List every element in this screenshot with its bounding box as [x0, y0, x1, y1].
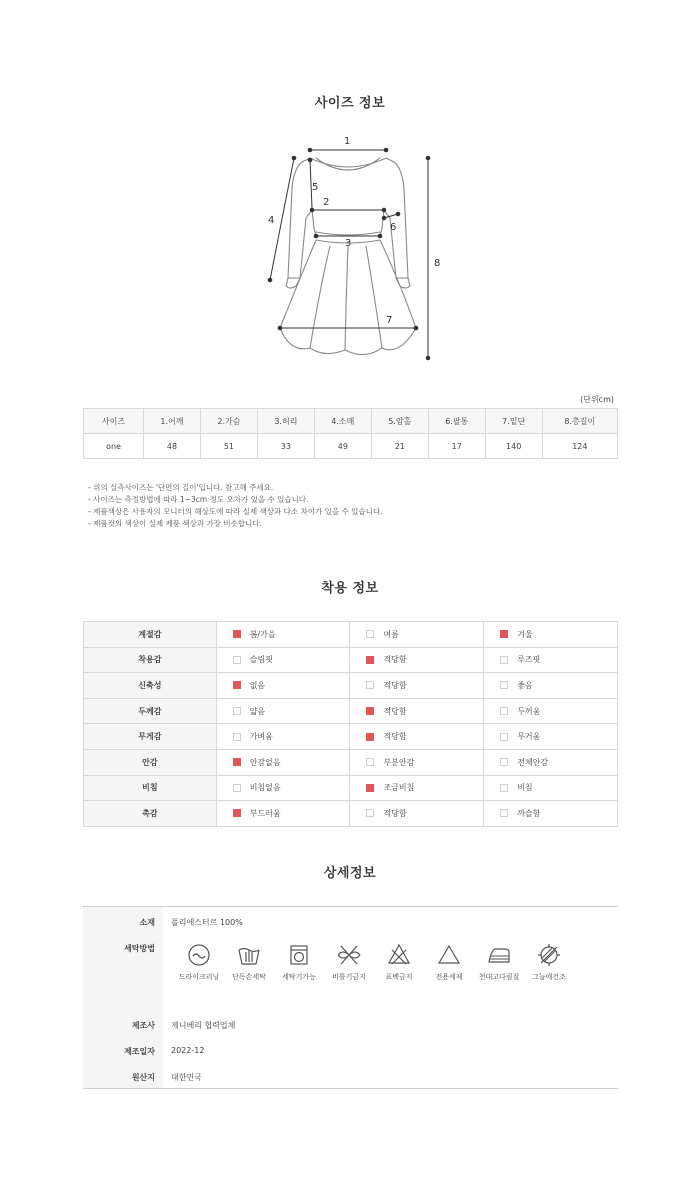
- origin-value: 대한민국: [171, 1073, 202, 1082]
- unchecked-box-icon: [500, 681, 508, 689]
- fit-option: [216, 801, 350, 827]
- hand-wash-icon: [236, 942, 262, 968]
- size-cell: 49: [314, 434, 371, 459]
- fit-option: [216, 673, 350, 699]
- detail-table: [83, 906, 618, 1089]
- size-table-row: [84, 434, 618, 459]
- wash-item-label: 비틀기금지: [332, 973, 366, 981]
- fit-option: [350, 698, 484, 724]
- size-note: - 사이즈는 측정방법에 따라 1~3cm 정도 오차가 있을 수 있습니다.: [88, 495, 309, 504]
- checked-box-icon: [233, 809, 241, 817]
- fit-option-label: 두꺼움: [517, 706, 541, 716]
- checked-box-icon: [233, 630, 241, 638]
- diagram-label-2: 2: [323, 197, 330, 208]
- unchecked-box-icon: [366, 809, 374, 817]
- fit-info-title: 착용 정보: [321, 581, 379, 596]
- unchecked-box-icon: [233, 733, 241, 741]
- fit-option: [350, 673, 484, 699]
- fit-row-label: 촉감: [84, 801, 217, 827]
- fit-row-label: 신축성: [84, 673, 217, 699]
- unchecked-box-icon: [233, 707, 241, 715]
- material-value: 폴리에스터르 100%: [171, 918, 243, 927]
- wash-item-label: 단독손세탁: [232, 973, 266, 981]
- checked-box-icon: [366, 733, 374, 741]
- fit-option: [216, 749, 350, 775]
- unchecked-box-icon: [233, 656, 241, 664]
- maker-label: 제조사: [131, 1021, 155, 1030]
- fit-option: [216, 724, 350, 750]
- fit-option-label: 여름: [383, 629, 399, 639]
- maker-value: 제니베리 협력업체: [171, 1021, 236, 1030]
- fit-option: [484, 622, 618, 648]
- fit-row: [84, 801, 618, 827]
- unit-label: (단위cm): [580, 395, 614, 404]
- fit-row: [84, 724, 618, 750]
- wash-item-label: 전용세제: [435, 973, 463, 981]
- size-cell: 124: [542, 434, 617, 459]
- diagram-label-4: 4: [268, 215, 275, 226]
- fit-option: [350, 724, 484, 750]
- date-value: 2022-12: [171, 1046, 205, 1055]
- size-note: - 제품색상은 사용자의 모니터의 해상도에 따라 실제 색상과 다소 차이가 있을 수 있습니다.: [88, 507, 383, 516]
- fit-option-label: 부분안감: [383, 757, 415, 767]
- no-bleach-icon: [386, 942, 412, 968]
- diagram-label-6: 6: [390, 222, 397, 233]
- unchecked-box-icon: [500, 733, 508, 741]
- size-cell: 140: [485, 434, 542, 459]
- size-header-cell: 6.팔통: [428, 409, 485, 434]
- size-table-header-row: [84, 409, 618, 434]
- fit-option: [484, 724, 618, 750]
- wash-item-label: 세탁기가능: [282, 973, 316, 981]
- wash-item: [371, 942, 427, 982]
- checked-box-icon: [366, 656, 374, 664]
- size-note: - 제품컷의 색상이 실제 제품 색상과 가장 비슷합니다.: [88, 519, 262, 528]
- size-info-title: 사이즈 정보: [314, 96, 386, 111]
- fit-row: [84, 622, 618, 648]
- fit-option-label: 무거움: [517, 732, 541, 742]
- diagram-label-7: 7: [386, 315, 393, 326]
- wash-item-label: 드라이크리닝: [178, 973, 220, 981]
- size-header-cell: 1.어깨: [144, 409, 201, 434]
- fit-option-label: 적당함: [383, 808, 407, 818]
- size-header-cell: 4.소매: [314, 409, 371, 434]
- fit-option-label: 얇음: [249, 706, 266, 716]
- fit-row: [84, 749, 618, 775]
- unchecked-box-icon: [500, 784, 508, 792]
- no-wring-icon: [336, 942, 362, 968]
- size-header-cell: 2.가슴: [200, 409, 257, 434]
- wash-item: [171, 942, 227, 982]
- wash-item: [271, 942, 327, 982]
- unchecked-box-icon: [500, 809, 508, 817]
- fit-option-label: 비침없음: [249, 783, 281, 793]
- fit-option-label: 까슬함: [517, 808, 541, 818]
- size-cell: 51: [200, 434, 257, 459]
- fit-option-label: 겨울: [517, 629, 533, 639]
- fit-option: [484, 647, 618, 673]
- size-header-cell: 사이즈: [84, 409, 144, 434]
- fit-row-label: 안감: [84, 749, 217, 775]
- size-header-cell: 8.총길이: [542, 409, 617, 434]
- checked-box-icon: [366, 784, 374, 792]
- fit-option-label: 적당함: [383, 706, 407, 716]
- wash-item: [421, 942, 477, 982]
- checked-box-icon: [500, 630, 508, 638]
- fit-option-label: 적당함: [383, 680, 407, 690]
- detail-info-title: 상세정보: [323, 866, 377, 881]
- fit-row: [84, 647, 618, 673]
- fit-row-label: 계절감: [84, 622, 217, 648]
- wash-item: [221, 942, 277, 982]
- fit-option-label: 비침: [517, 783, 533, 793]
- unchecked-box-icon: [500, 707, 508, 715]
- size-notes: [88, 482, 383, 530]
- size-cell: one: [84, 434, 144, 459]
- wash-item-label: 천대고다림질: [478, 973, 520, 981]
- fit-option: [484, 749, 618, 775]
- size-header-cell: 7.밑단: [485, 409, 542, 434]
- fit-option-label: 봄/가을: [249, 629, 276, 639]
- fit-option-label: 조금비침: [383, 783, 415, 793]
- fit-row-label: 비침: [84, 775, 217, 801]
- dress-measurement-diagram: [250, 128, 450, 368]
- origin-label: 원산지: [131, 1073, 155, 1082]
- unchecked-box-icon: [233, 784, 241, 792]
- fit-option-label: 슬림핏: [249, 655, 273, 665]
- size-header-cell: 3.허리: [257, 409, 314, 434]
- material-label: 소재: [139, 918, 155, 927]
- wash-label: 세탁방법: [124, 944, 155, 953]
- fit-option-label: 전체안감: [517, 757, 549, 767]
- fit-option: [216, 647, 350, 673]
- diagram-label-8: 8: [434, 258, 441, 269]
- unchecked-box-icon: [366, 681, 374, 689]
- wash-item: [521, 942, 577, 982]
- fit-option: [350, 775, 484, 801]
- fit-option-label: 가벼움: [249, 732, 273, 742]
- dry-clean-icon: [186, 942, 212, 968]
- fit-row: [84, 698, 618, 724]
- low-iron-icon: [486, 942, 512, 968]
- fit-option: [216, 698, 350, 724]
- fit-option: [484, 673, 618, 699]
- fit-option-label: 좋음: [517, 680, 533, 690]
- checked-box-icon: [233, 681, 241, 689]
- fit-option: [350, 647, 484, 673]
- unchecked-box-icon: [500, 656, 508, 664]
- checked-box-icon: [233, 758, 241, 766]
- size-cell: 17: [428, 434, 485, 459]
- fit-table: [83, 621, 618, 827]
- size-table: [83, 408, 618, 459]
- fit-row: [84, 775, 618, 801]
- wash-item: [471, 942, 527, 982]
- fit-option-label: 적당함: [383, 732, 407, 742]
- detergent-icon: [436, 942, 462, 968]
- fit-option-label: 부드러움: [249, 808, 281, 818]
- fit-option: [350, 622, 484, 648]
- fit-option: [484, 801, 618, 827]
- wash-icons: [171, 942, 611, 992]
- shade-dry-icon: [536, 942, 562, 968]
- unchecked-box-icon: [500, 758, 508, 766]
- fit-option: [484, 775, 618, 801]
- fit-option-label: 루즈핏: [517, 655, 541, 665]
- machine-wash-icon: [286, 942, 312, 968]
- fit-row-label: 두께감: [84, 698, 217, 724]
- size-cell: 21: [371, 434, 428, 459]
- unchecked-box-icon: [366, 758, 374, 766]
- fit-option: [350, 801, 484, 827]
- diagram-label-5: 5: [312, 182, 319, 193]
- diagram-label-1: 1: [344, 136, 351, 147]
- fit-option: [216, 622, 350, 648]
- unchecked-box-icon: [366, 630, 374, 638]
- size-cell: 48: [144, 434, 201, 459]
- wash-item-label: 표백금지: [385, 973, 413, 981]
- fit-option-label: 적당함: [383, 655, 407, 665]
- fit-option: [350, 749, 484, 775]
- fit-option: [216, 775, 350, 801]
- fit-row-label: 착용감: [84, 647, 217, 673]
- fit-row: [84, 673, 618, 699]
- size-header-cell: 5.암홀: [371, 409, 428, 434]
- fit-option: [484, 698, 618, 724]
- fit-option-label: 안감없음: [249, 757, 281, 767]
- size-note: - 위의 실측사이즈는 '단면의 길이'입니다. 참고해 주세요.: [88, 483, 274, 492]
- wash-item-label: 그늘에건조: [532, 973, 566, 981]
- fit-row-label: 무게감: [84, 724, 217, 750]
- checked-box-icon: [366, 707, 374, 715]
- date-label: 제조일자: [124, 1047, 155, 1056]
- fit-option-label: 없음: [249, 680, 266, 690]
- size-cell: 33: [257, 434, 314, 459]
- wash-item: [321, 942, 377, 982]
- diagram-label-3: 3: [345, 238, 352, 249]
